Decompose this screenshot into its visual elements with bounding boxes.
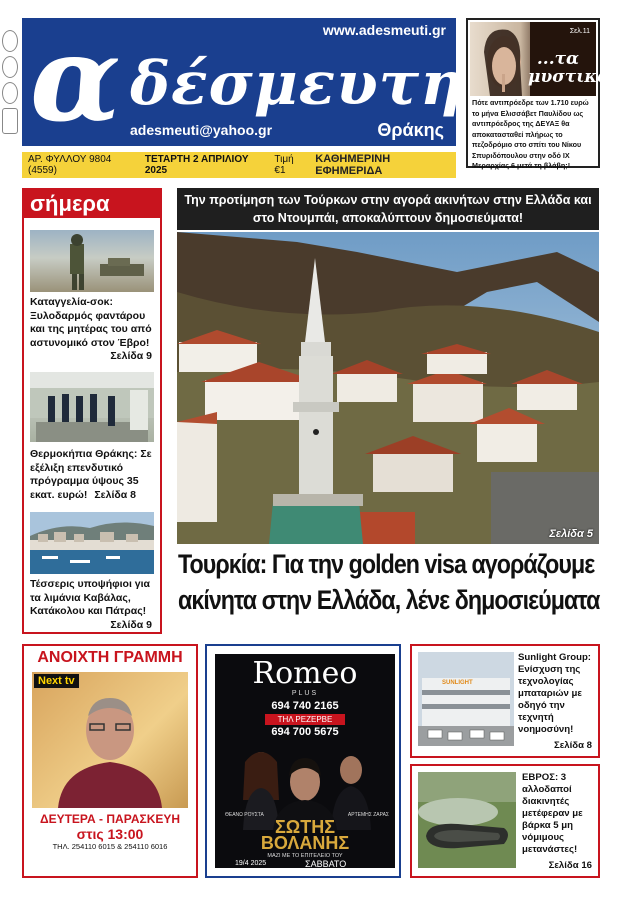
sunlight-text: Sunlight Group: Ενίσχυση της τεχνολογίας μπαταριών με οδηγό την τεχνητή νοημοσύνη! xyxy=(518,652,592,735)
headliner-1: ΣΩΤΗΣ xyxy=(274,817,336,837)
secrets-title: ...τα μυστικά xyxy=(528,49,611,87)
main-headline-line-2: ακίνητα στην Ελλάδα, λένε δημοσιεύματα xyxy=(178,585,600,615)
story-1-text: Καταγγελία-σοκ: Ξυλοδαρμός φαντάρου και της μητέρας του από αστυνομικό στον Έβρο! xyxy=(30,296,152,349)
show-schedule xyxy=(24,812,196,842)
show-days: ΔΕΥΤΕΡΑ - ΠΑΡΑΣΚΕΥΗ xyxy=(39,812,181,826)
secrets-photo xyxy=(470,22,611,96)
romeo-ad xyxy=(215,654,395,868)
secrets-text: Πότε αντιπρόεδρε των 1.710 ευρώ το μήνα Ελισσάβετ Παυλίδου ως αντιπρόεδρος της ΔΕΥΑΞ θα αποκατασταθεί πλήρως το πεζοδρόμιο στο σπίτι του Νίκου Σπυριδόπουλου στην οδό ΙΧ Μεραρχίας 6 μετά τη βλάβη;! xyxy=(472,98,589,170)
email-link[interactable]: adesmeuti@yahoo.gr xyxy=(130,122,273,138)
romeo-phone-2: 694 700 5675 xyxy=(271,726,339,738)
sunlight-page: Σελίδα 8 xyxy=(553,740,592,751)
story-2-text: Θερμοκήπια Θράκης: Σε εξέλιξη επενδυτικό πρόγραμμα ύψους 35 εκατ. ευρώ! xyxy=(30,448,152,501)
story-3[interactable] xyxy=(30,578,158,632)
romeo-tagline: ΜΑΖΙ ΜΕ ΤΟ ΕΠΙΤΕΛΕΙΟ ΤΟΥ xyxy=(267,853,343,859)
port-photo xyxy=(30,512,154,574)
main-headline-line-1: Τουρκία: Για την golden visa αγοράζουμε xyxy=(178,549,595,579)
evros-page: Σελίδα 16 xyxy=(548,860,592,871)
headline-bar[interactable]: Την προτίμηση των Τούρκων στην αγορά ακινήτων στην Ελλάδα και στο Ντουμπάι, αποκαλύπτουν δημοσιεύματα! xyxy=(177,188,599,230)
romeo-day: ΣΑΒΒΑΤΟ xyxy=(305,859,347,868)
boat-photo xyxy=(418,772,516,868)
romeo-phone-1: 694 740 2165 xyxy=(271,700,339,712)
romeo-brand-sub: PLUS xyxy=(291,690,319,697)
today-heading: σήμερα xyxy=(24,190,160,218)
issue-date: ΤΕΤΑΡΤΗ 2 ΑΠΡΙΛΙΟΥ 2025 xyxy=(144,154,249,176)
romeo-ad-box[interactable] xyxy=(205,644,401,878)
logo-letter: α xyxy=(30,9,121,148)
evros-box[interactable] xyxy=(410,764,600,878)
price: Τιμή €1 xyxy=(274,154,294,176)
sunlight-box[interactable] xyxy=(410,644,600,758)
photo-page-ref: Σελίδα 5 xyxy=(549,528,593,540)
romeo-reserve: ΤΗΛ ΡΕΖΕΡΒΕ xyxy=(265,714,345,725)
evros-text: ΕΒΡΟΣ: 3 αλλοδαποί διακινητές μετέφεραν με βάρκα 5 μη νόμιμους μετανάστες! xyxy=(522,772,583,855)
logo-word: δέσμευτη xyxy=(130,49,465,119)
headliner-2: ΒΟΛΑΝΗΣ xyxy=(260,833,350,853)
story-2-page: Σελίδα 8 xyxy=(94,488,136,501)
story-1[interactable] xyxy=(30,296,158,364)
today-column xyxy=(22,188,162,634)
open-line-heading: ΑΝΟΙΧΤΗ ΓΡΑΜΜΗ xyxy=(37,649,183,666)
website-link[interactable]: www.adesmeuti.gr xyxy=(322,22,446,38)
region-label: Θράκης xyxy=(377,120,444,140)
emblem-2 xyxy=(2,56,18,78)
story-1-page: Σελίδα 9 xyxy=(110,350,152,362)
daily-label: ΚΑΘΗΜΕΡΙΝΗ ΕΦΗΜΕΡΙΔΑ xyxy=(315,153,391,177)
show-phones: ΤΗΛ. 254110 6015 & 254110 6016 xyxy=(52,842,168,851)
story-3-page: Σελίδα 9 xyxy=(110,618,152,631)
host-photo xyxy=(32,672,188,808)
emblem-1 xyxy=(2,30,18,52)
secrets-box[interactable] xyxy=(466,18,611,170)
romeo-date: 19/4 2025 xyxy=(235,860,267,867)
open-line-box[interactable] xyxy=(22,644,198,878)
artist-right: ΑΡΤΕΜΗΣ ΖΑΡΑΣ xyxy=(347,812,389,818)
masthead xyxy=(22,9,465,148)
issue-number: ΑΡ. ΦΥΛΛΟΥ 9804 (4559) xyxy=(28,154,112,176)
artist-left: ΘΕΑΝΩ ΡΟΥΣΤΑ xyxy=(225,812,264,818)
main-photo[interactable] xyxy=(177,232,599,544)
main-headline[interactable] xyxy=(178,546,600,618)
next-tv-logo: Next tv xyxy=(34,674,79,688)
emblem-3 xyxy=(2,82,18,104)
story-2[interactable] xyxy=(30,448,158,502)
greenhouse-photo xyxy=(30,372,154,442)
factory-photo xyxy=(418,652,514,746)
sunlight-sign: SUNLIGHT xyxy=(442,680,473,686)
soldier-photo xyxy=(30,230,154,292)
secrets-page: Σελ.11 xyxy=(569,28,590,35)
show-time: στις 13:00 xyxy=(76,826,144,842)
romeo-brand: Romeo xyxy=(252,656,358,691)
story-3-text: Τέσσερις υποψήφιοι για τα λιμάνια Καβάλας, Κατάκολου και Πάτρας! xyxy=(30,578,150,617)
emblem-4 xyxy=(2,108,18,134)
info-bar xyxy=(22,152,456,178)
